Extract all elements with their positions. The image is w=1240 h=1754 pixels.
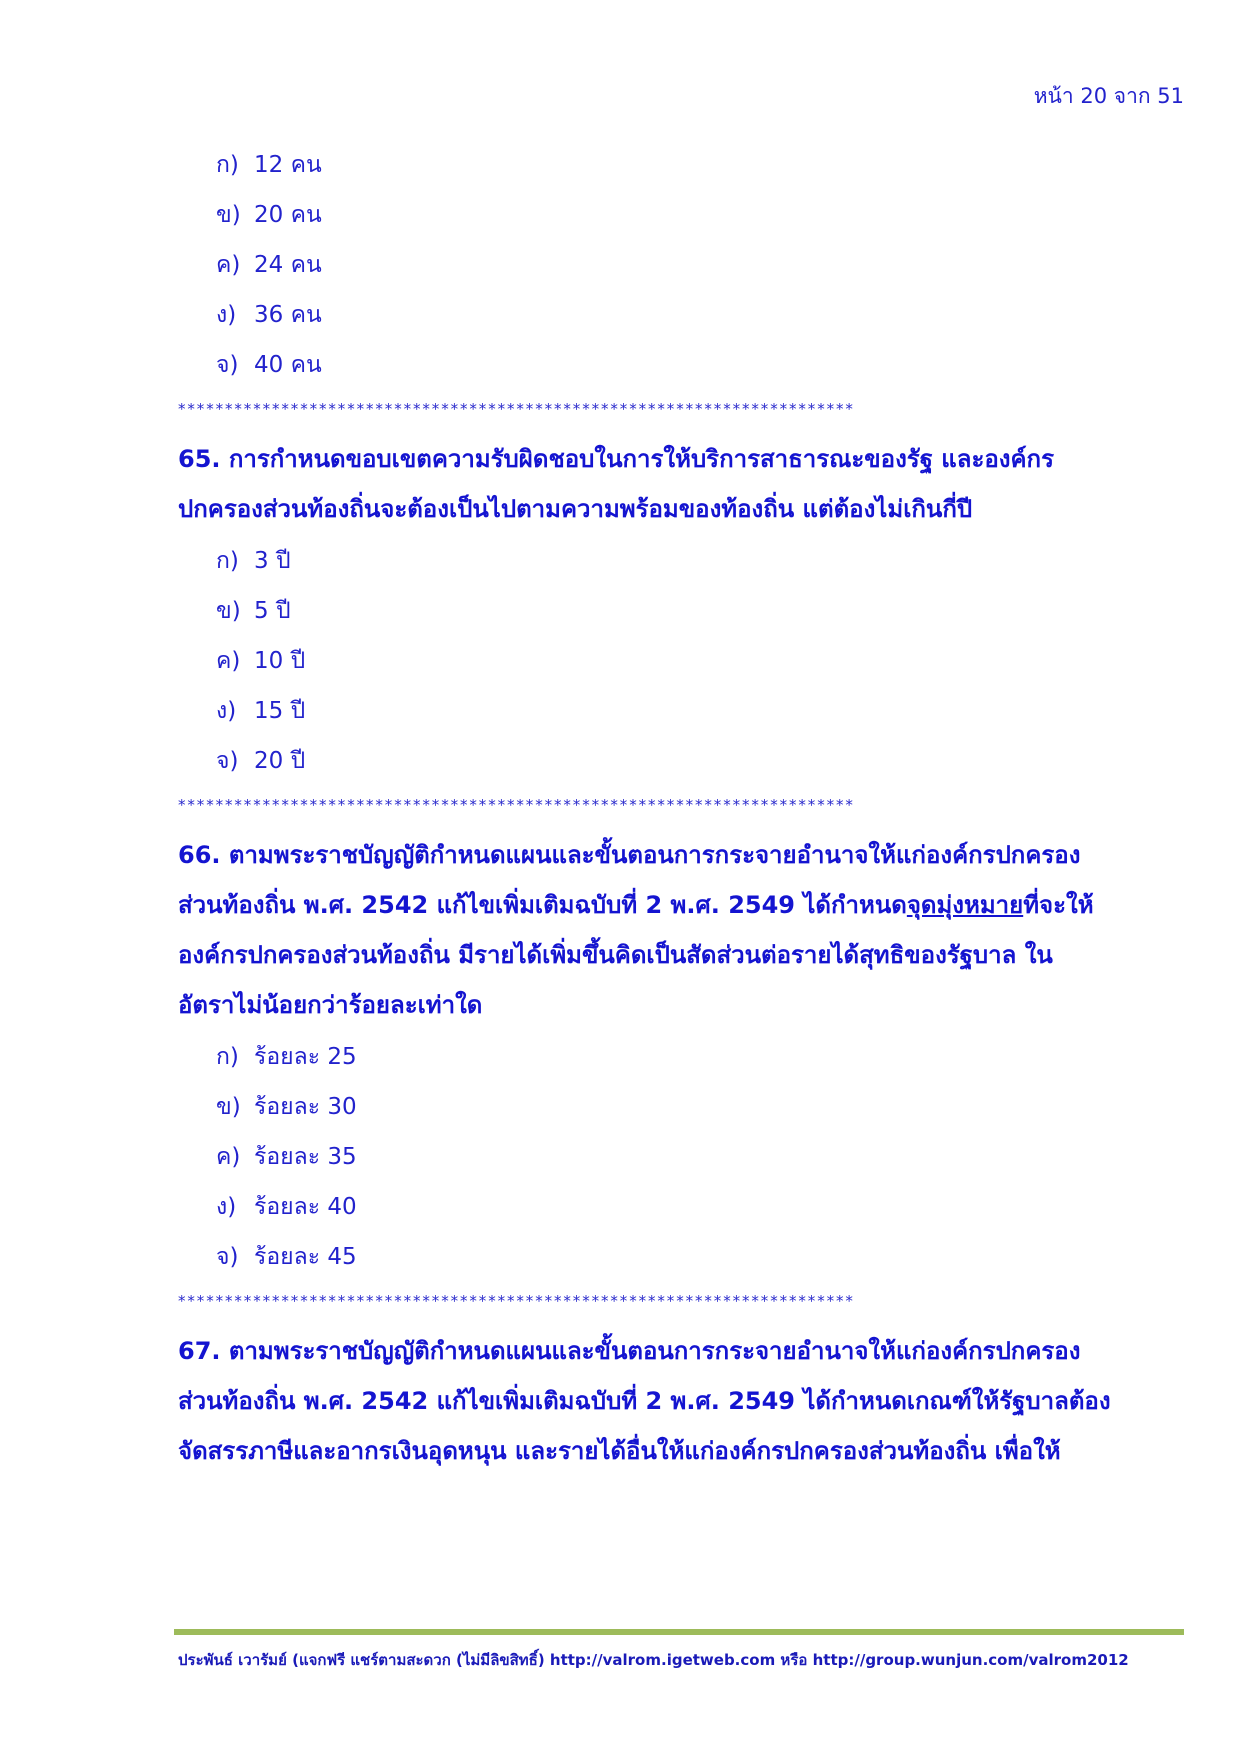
question-line: ส่วนท้องถิ่น พ.ศ. 2542 แก้ไขเพิ่มเติมฉบับที่ 2 พ.ศ. 2549 ได้กำหนดจุดมุ่งหมายที่จะให้ — [178, 891, 1094, 919]
option-item: ข) ร้อยละ 30 — [216, 1094, 357, 1120]
option-item: ก) ร้อยละ 25 — [216, 1044, 357, 1070]
option-item: ข) 20 คน — [216, 202, 322, 228]
underlined-term: จุดมุ่งหมาย — [906, 891, 1024, 919]
option-item: จ) 20 ปี — [216, 748, 306, 774]
question-line: 66. ตามพระราชบัญญัติกำหนดแผนและขั้นตอนการกระจายอำนาจให้แก่องค์กรปกครอง — [178, 841, 1081, 869]
options-list — [178, 536, 1182, 786]
divider: ************************************************************************ — [178, 1292, 855, 1310]
option-item: ก) 3 ปี — [216, 548, 291, 574]
option-item: ค) ร้อยละ 35 — [216, 1144, 357, 1170]
question-line: ปกครองส่วนท้องถิ่นจะต้องเป็นไปตามความพร้อมของท้องถิ่น แต่ต้องไม่เกินกี่ปี — [178, 495, 973, 523]
question-line: องค์กรปกครองส่วนท้องถิ่น มีรายได้เพิ่มขึ้นคิดเป็นสัดส่วนต่อรายได้สุทธิของรัฐบาล ใน — [178, 941, 1053, 969]
options-list — [178, 1032, 1182, 1282]
option-item: ง) 36 คน — [216, 302, 322, 328]
question-line: จัดสรรภาษีและอากรเงินอุดหนุน และรายได้อื่นให้แก่องค์กรปกครองส่วนท้องถิ่น เพื่อให้ — [178, 1437, 1061, 1465]
question-line: ส่วนท้องถิ่น พ.ศ. 2542 แก้ไขเพิ่มเติมฉบับที่ 2 พ.ศ. 2549 ได้กำหนดเกณฑ์ให้รัฐบาลต้อง — [178, 1387, 1111, 1415]
question-line: อัตราไม่น้อยกว่าร้อยละเท่าใด — [178, 991, 483, 1019]
question-66 — [178, 830, 1182, 1030]
document-body — [178, 140, 1182, 1478]
question-65 — [178, 434, 1182, 534]
options-list — [178, 140, 1182, 390]
question-67 — [178, 1326, 1182, 1476]
option-item: จ) ร้อยละ 45 — [216, 1244, 357, 1270]
footer-rule — [174, 1629, 1184, 1635]
question-line: 67. ตามพระราชบัญญัติกำหนดแผนและขั้นตอนการกระจายอำนาจให้แก่องค์กรปกครอง — [178, 1337, 1081, 1365]
option-item: ค) 24 คน — [216, 252, 322, 278]
page-number: หน้า 20 จาก 51 — [1033, 84, 1184, 108]
divider: ************************************************************************ — [178, 400, 855, 418]
option-item: จ) 40 คน — [216, 352, 322, 378]
option-item: ก) 12 คน — [216, 152, 322, 178]
option-item: ง) ร้อยละ 40 — [216, 1194, 357, 1220]
option-item: ค) 10 ปี — [216, 648, 306, 674]
question-line: 65. การกำหนดขอบเขตความรับผิดชอบในการให้บริการสาธารณะของรัฐ และองค์กร — [178, 445, 1054, 473]
option-item: ข) 5 ปี — [216, 598, 291, 624]
option-item: ง) 15 ปี — [216, 698, 306, 724]
divider: ************************************************************************ — [178, 796, 855, 814]
footer-credit: ประพันธ์ เวารัมย์ (แจกฟรี แชร์ตามสะดวก (ไม่มีลิขสิทธิ์) http://valrom.igetweb.com หรือ http://group.wunjun.com/valrom2012 — [178, 1651, 1129, 1669]
